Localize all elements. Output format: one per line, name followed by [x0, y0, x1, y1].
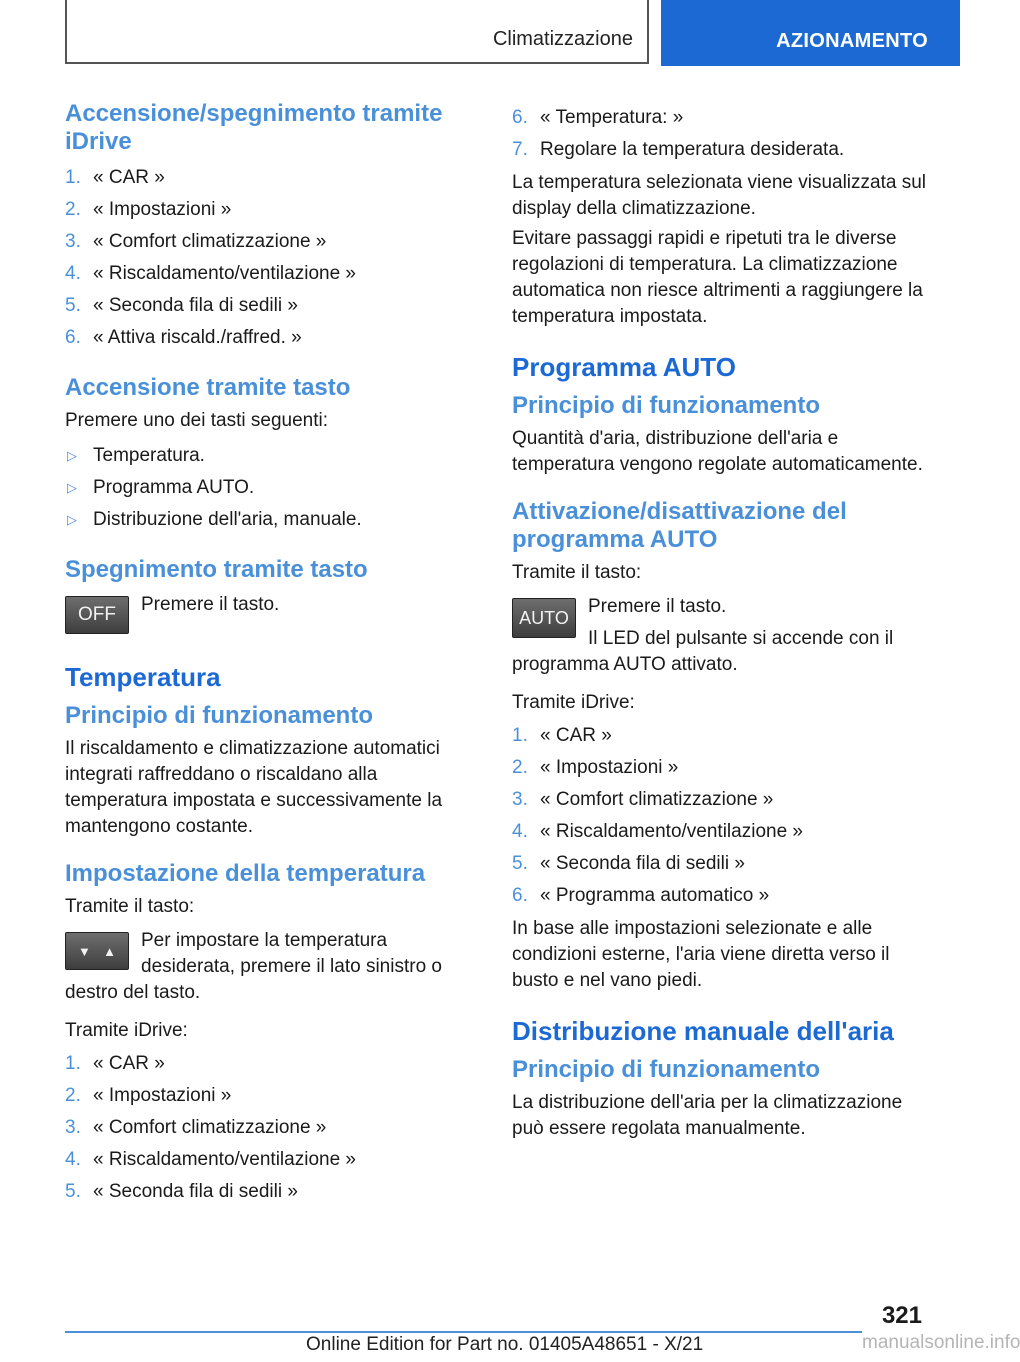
step-text: « Comfort climatizzazione »: [93, 1117, 327, 1138]
step-number: 1.: [512, 725, 528, 746]
step-number: 5.: [512, 853, 528, 874]
heading-manual-air: Distribuzione manuale dell'aria: [512, 1016, 894, 1046]
principle-temp-text: Il riscaldamento e climatizzazione automatici integrati raffreddano o riscaldano alla temperatura impostata e successivamente la mantengono costante.: [65, 738, 443, 837]
list-item: [65, 162, 479, 194]
set-temp-text2: Per impostare la temperatura desiderata, premere il lato sinistro o destro del tasto.: [65, 930, 442, 1003]
step-number: 6.: [65, 327, 81, 348]
step-text: « Seconda fila di sedili »: [93, 295, 298, 316]
step-text: « Seconda fila di sedili »: [93, 1181, 298, 1202]
footer-watermark: manualsonline.info: [862, 1332, 1020, 1353]
step-number: 5.: [65, 1181, 81, 1202]
step-number: 2.: [512, 757, 528, 778]
step-number: 1.: [65, 1053, 81, 1074]
bullet-triangle-icon: ▷: [67, 448, 77, 463]
heading-principle-manual: Principio di funzionamento: [512, 1056, 820, 1083]
heading-set-temp: Impostazione della temperatura: [65, 860, 426, 887]
step-text: « CAR »: [540, 725, 612, 746]
button-on-text: Premere uno dei tasti seguenti:: [65, 410, 328, 431]
step-number: 4.: [65, 1149, 81, 1170]
temp-button-row: [65, 928, 479, 1006]
auto-toggle-text4: Tramite iDrive:: [512, 692, 635, 713]
auto-button-image: AUTO: [512, 598, 576, 638]
list-item: [65, 472, 479, 504]
temp-display-text: La temperatura selezionata viene visualizzata sul display della climatizzazione.: [512, 172, 927, 219]
step-text: « Comfort climatizzazione »: [540, 789, 774, 810]
heading-temperature: Temperatura: [65, 662, 221, 692]
auto-button-row: [512, 594, 926, 678]
page-number: 321: [881, 1302, 922, 1329]
right-column: [512, 100, 926, 1146]
set-temp-text1: Tramite il tasto:: [65, 896, 195, 917]
list-item: [65, 226, 479, 258]
arrow-up-icon: ▲: [103, 943, 116, 959]
principle-manual-text: La distribuzione dell'aria per la climatizzazione può essere regolata manualmente.: [512, 1092, 903, 1139]
bullet-text: Temperatura.: [93, 445, 205, 466]
step-text: Regolare la temperatura desiderata.: [540, 139, 845, 160]
page-header: [0, 0, 960, 66]
step-text: « Attiva riscald./raffred. »: [93, 327, 302, 348]
list-item: [512, 848, 926, 880]
temp-rocker-button-image: [65, 932, 129, 970]
auto-idrive-steps: [512, 720, 926, 912]
step-number: 4.: [65, 263, 81, 284]
chapter-tab: [65, 0, 649, 64]
bullet-text: Programma AUTO.: [93, 477, 255, 498]
auto-toggle-text1: Tramite il tasto:: [512, 562, 642, 583]
step-number: 3.: [65, 1117, 81, 1138]
step-number: 6.: [512, 107, 528, 128]
list-item: [65, 1080, 479, 1112]
step-number: 3.: [512, 789, 528, 810]
list-item: [512, 880, 926, 912]
button-on-bullets: [65, 440, 479, 536]
heading-auto-program: Programma AUTO: [512, 352, 736, 382]
list-item: [65, 194, 479, 226]
auto-toggle-text2: Premere il tasto.: [588, 596, 727, 617]
idrive-toggle-steps: [65, 162, 479, 354]
temp-cont-steps: [512, 102, 926, 166]
list-item: [65, 1112, 479, 1144]
set-temp-steps: [65, 1048, 479, 1208]
step-text: « Riscaldamento/ventilazione »: [93, 263, 356, 284]
bullet-text: Distribuzione dell'aria, manuale.: [93, 509, 362, 530]
heading-button-off: Spegnimento tramite tasto: [65, 556, 368, 583]
footer-divider: [65, 1331, 862, 1333]
list-item: [512, 102, 926, 134]
list-item: [65, 258, 479, 290]
list-item: [65, 440, 479, 472]
step-text: « Impostazioni »: [540, 757, 679, 778]
off-button-image: OFF: [65, 596, 129, 634]
heading-button-on: Accensione tramite tasto: [65, 374, 351, 401]
step-text: « CAR »: [93, 1053, 165, 1074]
step-number: 4.: [512, 821, 528, 842]
step-number: 2.: [65, 1085, 81, 1106]
temp-warning-text: Evitare passaggi rapidi e ripetuti tra le diverse regolazioni di temperatura. La climatizzazione automatica non riesce altrimenti a raggiungere la temperatura impostata.: [512, 228, 923, 327]
step-text: « Seconda fila di sedili »: [540, 853, 745, 874]
step-number: 3.: [65, 231, 81, 252]
list-item: [65, 1176, 479, 1208]
principle-auto-text: Quantità d'aria, distribuzione dell'aria e temperatura vengono regolate automaticamente.: [512, 428, 923, 475]
step-number: 7.: [512, 139, 528, 160]
step-number: 2.: [65, 199, 81, 220]
set-temp-text3: Tramite iDrive:: [65, 1020, 188, 1041]
bullet-triangle-icon: ▷: [67, 480, 77, 495]
footer-edition: Online Edition for Part no. 01405A48651 - X/21: [306, 1334, 704, 1355]
list-item: [512, 816, 926, 848]
section-tab: [661, 0, 960, 66]
list-item: [65, 322, 479, 354]
step-text: « Riscaldamento/ventilazione »: [540, 821, 803, 842]
list-item: [512, 752, 926, 784]
heading-idrive-toggle: Accensione/spegnimento tramite iDrive: [65, 100, 443, 155]
heading-principle-temp: Principio di funzionamento: [65, 702, 373, 729]
step-number: 5.: [65, 295, 81, 316]
off-button-text: Premere il tasto.: [141, 594, 280, 615]
bullet-triangle-icon: ▷: [67, 512, 77, 527]
list-item: [512, 134, 926, 166]
step-number: 1.: [65, 167, 81, 188]
list-item: [65, 504, 479, 536]
step-text: « Riscaldamento/ventilazione »: [93, 1149, 356, 1170]
step-text: « CAR »: [93, 167, 165, 188]
list-item: [65, 1048, 479, 1080]
off-button-row: [65, 592, 479, 640]
list-item: [65, 290, 479, 322]
step-text: « Programma automatico »: [540, 885, 770, 906]
step-text: « Impostazioni »: [93, 1085, 232, 1106]
auto-distribution-text: In base alle impostazioni selezionate e alle condizioni esterne, l'aria viene diretta verso il busto e nel vano piedi.: [512, 918, 890, 991]
section-title: AZIONAMENTO: [776, 30, 928, 52]
step-text: « Impostazioni »: [93, 199, 232, 220]
auto-toggle-text3: Il LED del pulsante si accende con il programma AUTO attivato.: [512, 628, 894, 675]
step-text: « Temperatura: »: [540, 107, 684, 128]
step-text: « Comfort climatizzazione »: [93, 231, 327, 252]
list-item: [512, 720, 926, 752]
left-column: [65, 100, 479, 1208]
arrow-down-icon: ▼: [78, 943, 91, 959]
heading-principle-auto: Principio di funzionamento: [512, 392, 820, 419]
list-item: [65, 1144, 479, 1176]
step-number: 6.: [512, 885, 528, 906]
chapter-title: Climatizzazione: [492, 28, 633, 50]
heading-auto-toggle: Attivazione/disattivazione del programma AUTO: [512, 498, 847, 553]
list-item: [512, 784, 926, 816]
